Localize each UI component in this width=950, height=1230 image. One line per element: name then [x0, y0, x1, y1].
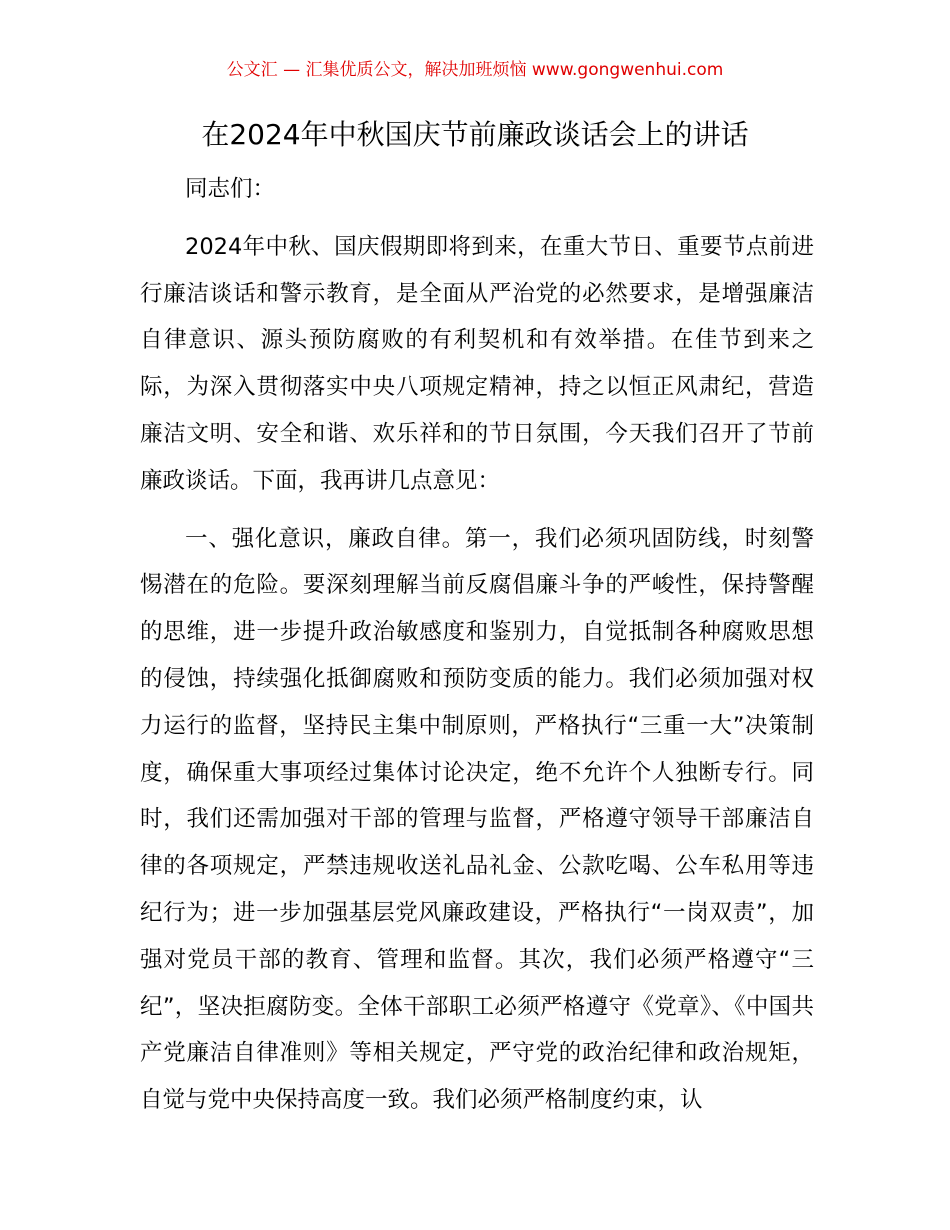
- paragraph-intro: 2024年中秋、国庆假期即将到来，在重大节日、重要节点前进行廉洁谈话和警示教育，是全面从严治党的必然要求，是增强廉洁自律意识、源头预防腐败的有利契机和有效举措。在佳节到来之际，为深入贯彻落实中央八项规定精神，持之以恒正风肃纪，营造廉洁文明、安全和谐、欢乐祥和的节日氛围，今天我们召开了节前廉政谈话。下面，我再讲几点意见：: [140, 233, 814, 494]
- salutation: 同志们：: [185, 176, 276, 202]
- header-banner[interactable]: 公文汇 — 汇集优质公文，解决加班烦恼 www.gongwenhui.com: [226, 60, 724, 80]
- document-body: [140, 166, 814, 1135]
- document-title: 在2024年中秋国庆节前廉政谈话会上的讲话: [201, 118, 749, 151]
- paragraph-section-one: 一、强化意识，廉政自律。第一，我们必须巩固防线，时刻警惕潜在的危险。要深刻理解当前反腐倡廉斗争的严峻性，保持警醒的思维，进一步提升政治敏感度和鉴别力，自觉抵制各种腐败思想的侵蚀，持续强化抵御腐败和预防变质的能力。我们必须加强对权力运行的监督，坚持民主集中制原则，严格执行“三重一大”决策制度，确保重大事项经过集体讨论决定，绝不允许个人独断专行。同时，我们还需加强对干部的管理与监督，严格遵守领导干部廉洁自律的各项规定，严禁违规收送礼品礼金、公款吃喝、公车私用等违纪行为；进一步加强基层党风廉政建设，严格执行“一岗双责”，加强对党员干部的教育、管理和监督。其次，我们必须严格遵守“三纪”，坚决拒腐防变。全体干部职工必须严格遵守《党章》、《中国共产党廉洁自律准则》等相关规定，严守党的政治纪律和政治规矩，自觉与党中央保持高度一致。我们必须严格制度约束，认: [140, 525, 814, 1114]
